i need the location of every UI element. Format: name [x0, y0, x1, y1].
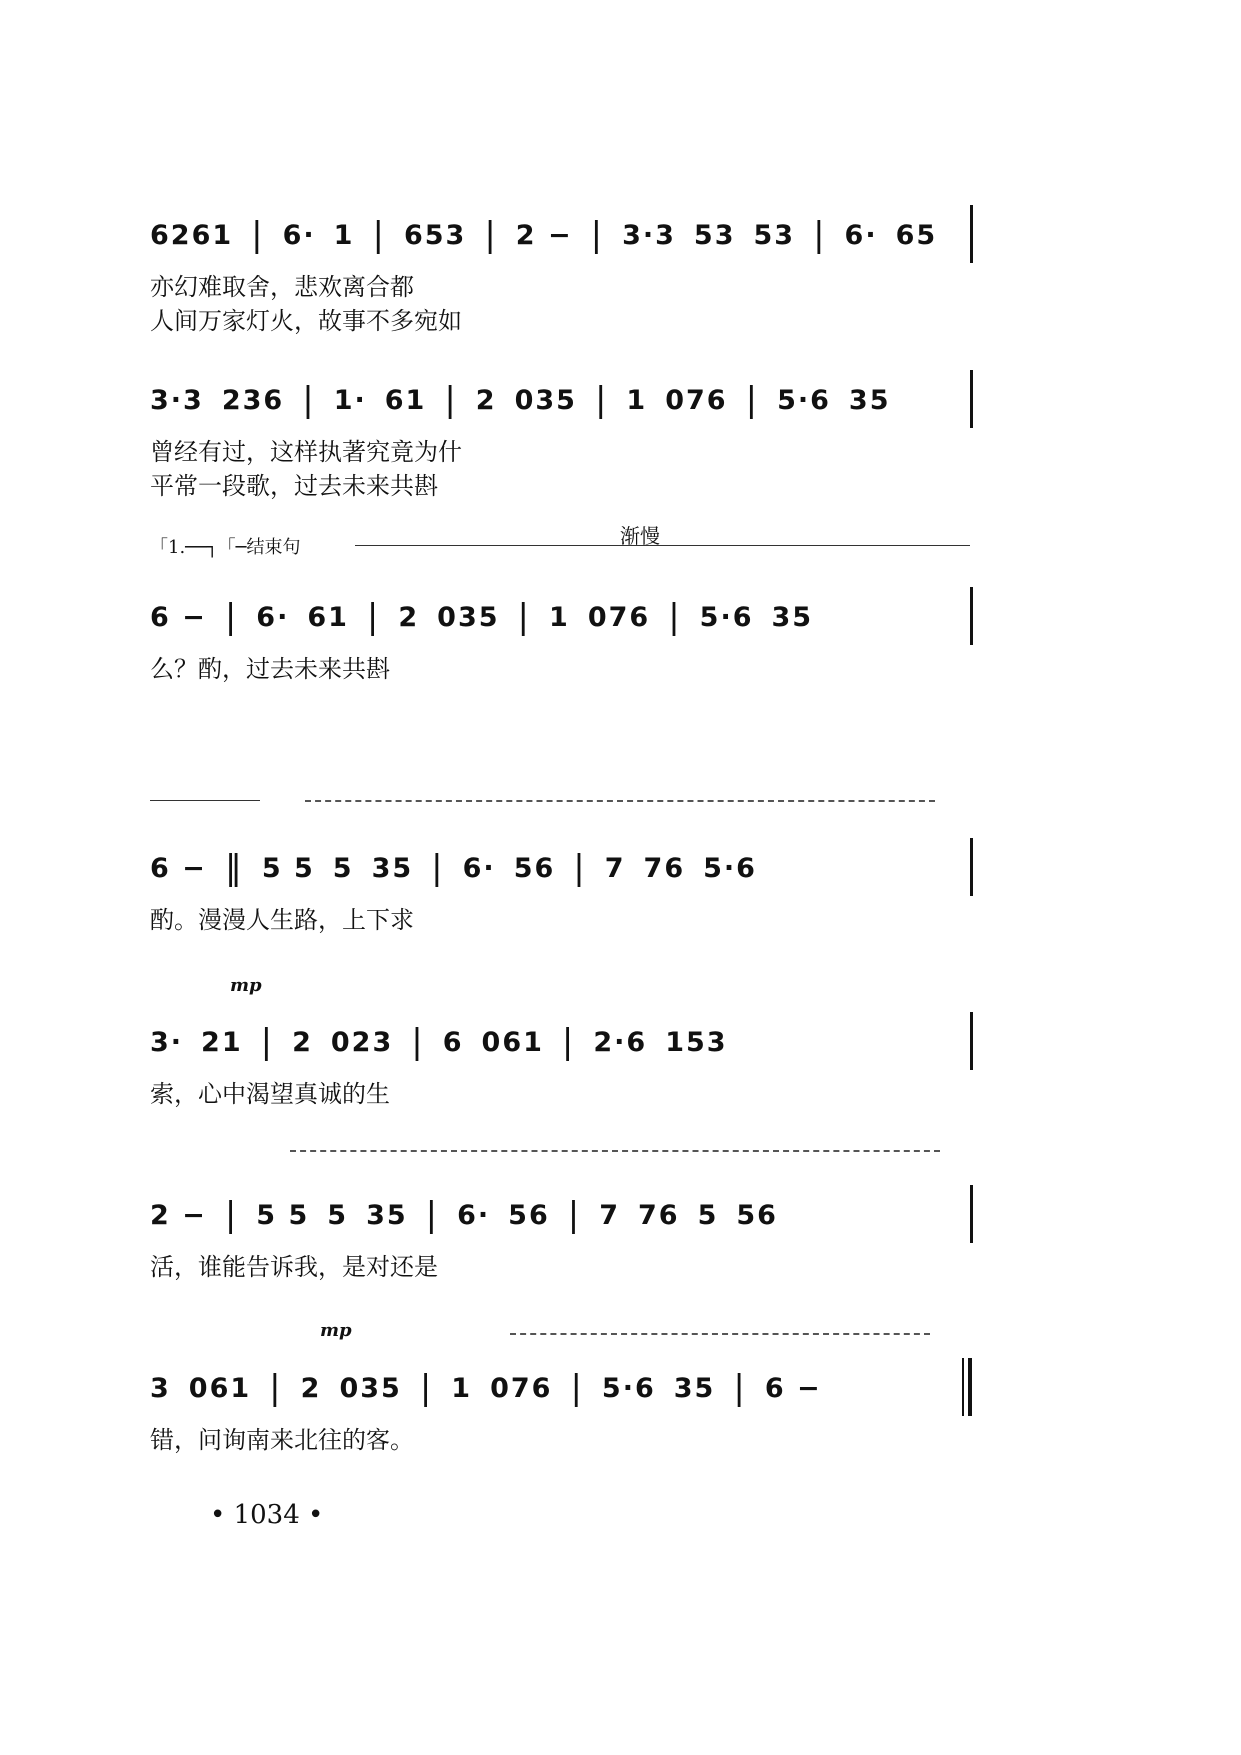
dynamic-mp: mp: [320, 1320, 352, 1341]
barline: [970, 1185, 973, 1243]
barline: [970, 587, 973, 645]
extension-line: [150, 800, 260, 801]
dashed-line: [510, 1333, 930, 1335]
notes-row: 3·3 236 | 1· 61 | 2 035 | 1 076 | 5·6 35: [150, 380, 891, 420]
page-number: • 1034 •: [210, 1500, 324, 1530]
volta-bracket: 「1.──┐「─结束句: [150, 537, 301, 558]
barline: [970, 370, 973, 428]
notes-row: 6261 | 6· 1 | 653 | 2 − | 3·3 53 53 | 6· 65: [150, 215, 938, 255]
notes-row: 3· 21 | 2 023 | 6 061 | 2·6 153: [150, 1022, 728, 1062]
lyric-line-1: 酌。漫漫人生路，上下求: [150, 906, 414, 934]
lyric-line-1: 曾经有过，这样执著究竟为什: [150, 438, 462, 466]
notes-row: 6 − ‖ 5 5 5 35 | 6· 56 | 7 76 5·6: [150, 848, 757, 888]
barline: [970, 1012, 973, 1070]
lyric-line-1: 错，问询南来北往的客。: [150, 1426, 414, 1454]
lyric-line-1: 活，谁能告诉我，是对还是: [150, 1253, 438, 1281]
dashed-line: [290, 1150, 940, 1152]
lyric-line-1: 亦幻难取舍，悲欢离合都: [150, 273, 414, 301]
lyric-line-2: 平常一段歌，过去未来共斟: [150, 472, 438, 500]
dynamic-mp: mp: [230, 975, 262, 996]
lyric-line-1: 么？酌，过去未来共斟: [150, 655, 390, 683]
notes-row: 3 061 | 2 035 | 1 076 | 5·6 35 | 6 −: [150, 1368, 822, 1408]
lyric-line-1: 索，心中渴望真诚的生: [150, 1080, 390, 1108]
barline: [970, 205, 973, 263]
notes-row: 6 − | 6· 61 | 2 035 | 1 076 | 5·6 35: [150, 597, 814, 637]
lyric-line-2: 人间万家灯火，故事不多宛如: [150, 307, 462, 335]
notes-row: 2 − | 5 5 5 35 | 6· 56 | 7 76 5 56: [150, 1195, 778, 1235]
tempo-mark: 渐慢: [620, 524, 660, 548]
final-barline: [962, 1358, 972, 1416]
dashed-line: [305, 800, 935, 802]
volta-line: [355, 545, 970, 546]
barline: [970, 838, 973, 896]
